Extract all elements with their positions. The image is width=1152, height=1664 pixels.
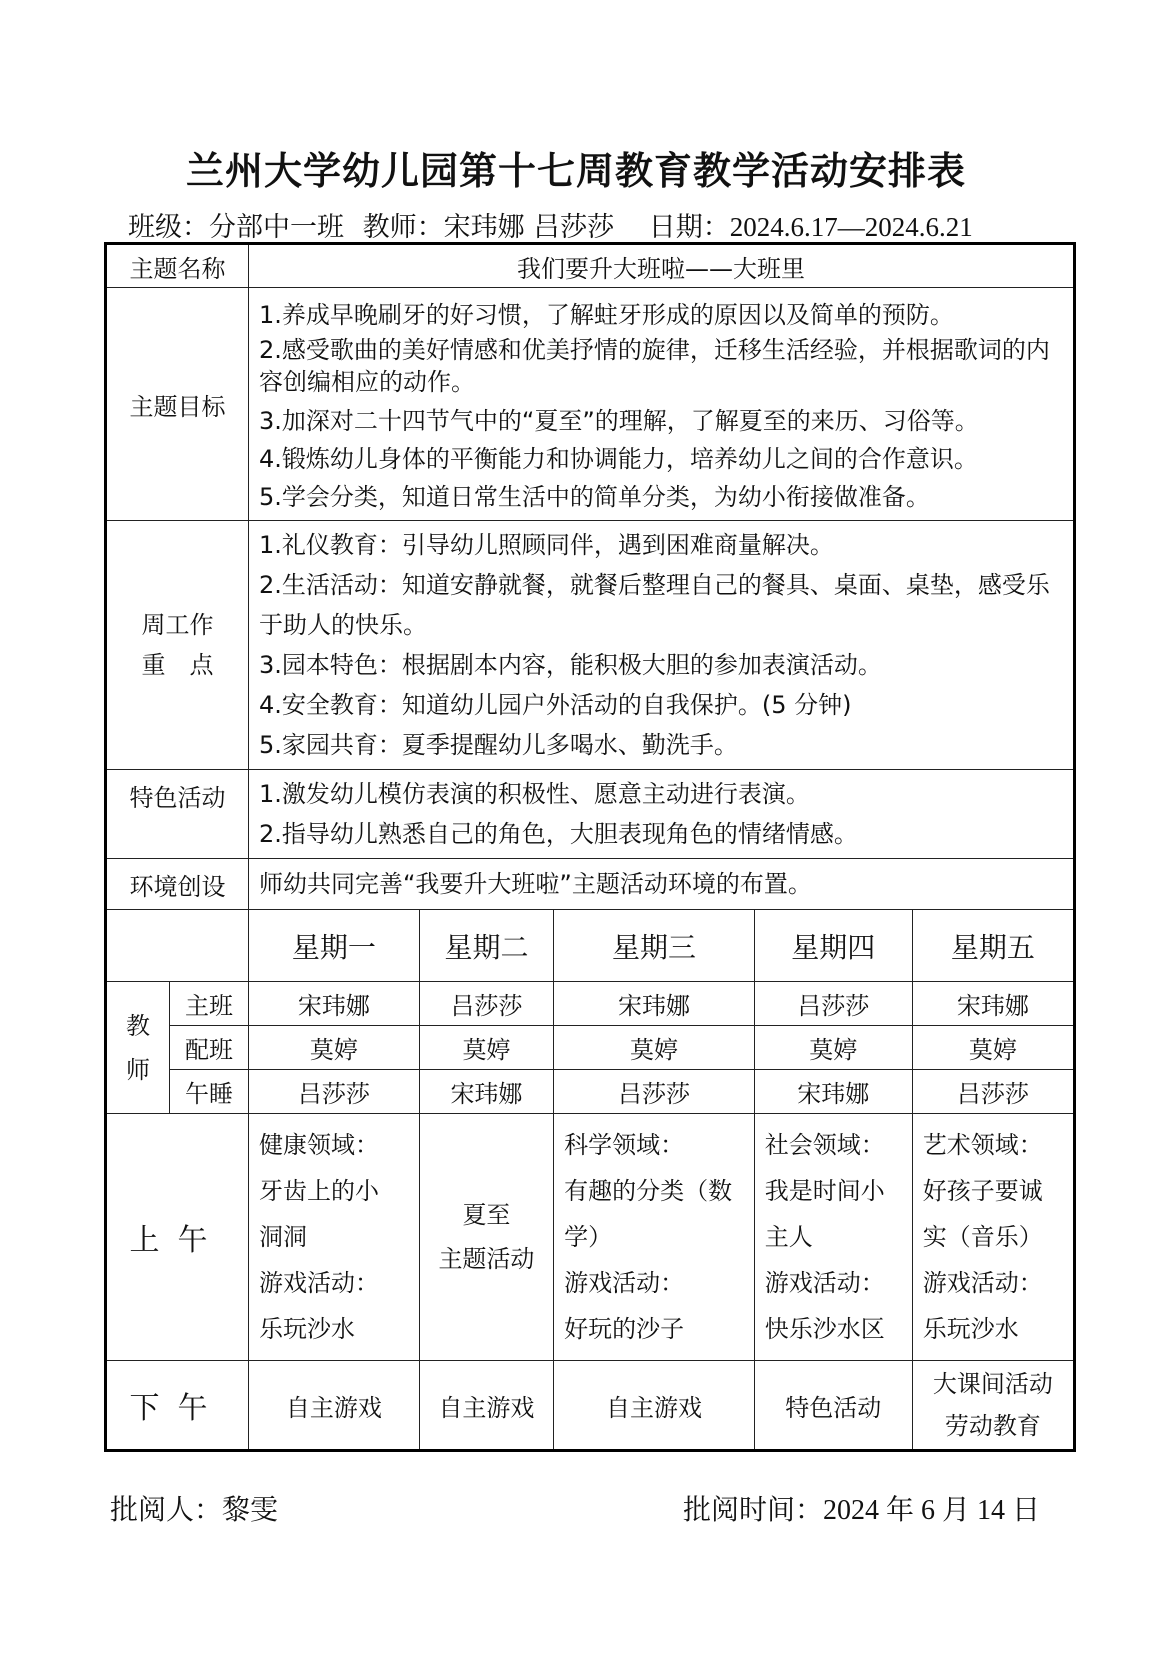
afternoon-wednesday: 自主游戏 (554, 1361, 755, 1451)
goal-item: 2.感受歌曲的美好情感和优美抒情的旋律，迁移生活经验，并根据歌词的内容创编相应的动作。 (258, 336, 1050, 396)
afternoon-friday: 大课间活动 劳动教育 (912, 1361, 1074, 1451)
teacher-group-label: 教 师 (106, 982, 170, 1114)
teacher-row-main (106, 982, 1075, 1026)
theme-row (106, 244, 1075, 288)
teacher-name: 莫婷 (912, 1026, 1074, 1070)
teacher-name: 莫婷 (554, 1026, 755, 1070)
feature-label: 特色活动 (106, 770, 249, 859)
teacher-name: 宋玮娜 (754, 1070, 912, 1114)
goals-label: 主题目标 (106, 288, 249, 521)
teacher-name: 莫婷 (419, 1026, 553, 1070)
afternoon-thursday: 特色活动 (754, 1361, 912, 1451)
theme-label: 主题名称 (106, 244, 249, 288)
goals-list (248, 288, 1074, 521)
theme-value: 我们要升大班啦——大班里 (248, 244, 1074, 288)
afternoon-row (106, 1361, 1075, 1451)
date-value: 2024.6.17—2024.6.21 (729, 212, 973, 242)
day-header: 星期二 (419, 910, 553, 982)
afternoon-monday: 自主游戏 (248, 1361, 419, 1451)
feature-item: 2.指导幼儿熟悉自己的角色，大胆表现角色的情绪情感。 (258, 820, 858, 848)
morning-row (106, 1114, 1075, 1361)
page-title: 兰州大学幼儿园第十七周教育教学活动安排表 (185, 149, 966, 193)
teacher-name: 吕莎莎 (554, 1070, 755, 1114)
goal-item: 5.学会分类，知道日常生活中的简单分类，为幼小衔接做准备。 (258, 483, 930, 511)
environment-value: 师幼共同完善“我要升大班啦”主题活动环境的布置。 (248, 859, 1074, 910)
teacher-info: 教师：宋玮娜 吕莎莎 (362, 212, 615, 243)
weekly-item: 5.家园共育：夏季提醒幼儿多喝水、勤洗手。 (258, 731, 738, 759)
day-header: 星期一 (248, 910, 419, 982)
feature-row (106, 770, 1075, 859)
date-label: 日期： (648, 212, 730, 243)
goal-item: 1.养成早晚刷牙的好习惯，了解蛀牙形成的原因以及简单的预防。 (258, 301, 954, 329)
teacher-name: 宋玮娜 (419, 1070, 553, 1114)
morning-thursday: 社会领域： 我是时间小 主人 游戏活动： 快乐沙水区 (754, 1114, 912, 1361)
morning-wednesday: 科学领域： 有趣的分类（数 学） 游戏活动： 好玩的沙子 (554, 1114, 755, 1361)
teacher-name: 吕莎莎 (419, 982, 553, 1026)
teacher-name: 宋玮娜 (248, 982, 419, 1026)
environment-row (106, 859, 1075, 910)
weekly-item: 4.安全教育：知道幼儿园户外活动的自我保护。(5 分钟) (258, 691, 852, 719)
corner-cell (106, 910, 249, 982)
weekly-item: 3.园本特色：根据剧本内容，能积极大胆的参加表演活动。 (258, 651, 882, 679)
review-time-label: 批阅时间： (682, 1493, 823, 1526)
feature-item: 1.激发幼儿模仿表演的积极性、愿意主动进行表演。 (258, 780, 810, 808)
teacher-name: 莫婷 (248, 1026, 419, 1070)
teacher-name: 宋玮娜 (912, 982, 1074, 1026)
teacher-role: 午睡 (170, 1070, 249, 1114)
goal-item: 3.加深对二十四节气中的“夏至”的理解，了解夏至的来历、习俗等。 (258, 407, 979, 435)
schedule-table (104, 242, 1076, 1452)
day-header: 星期三 (554, 910, 755, 982)
weekly-row (106, 521, 1075, 770)
feature-list (248, 770, 1074, 859)
header-info (128, 205, 983, 244)
weekly-item: 2.生活活动：知道安静就餐，就餐后整理自己的餐具、桌面、桌垫，感受乐于助人的快乐。 (258, 571, 1050, 639)
review-time (683, 1488, 1040, 1528)
teacher-row-assist (106, 1026, 1075, 1070)
teacher-name: 莫婷 (754, 1026, 912, 1070)
teacher-name: 吕莎莎 (248, 1070, 419, 1114)
morning-label: 上午 (106, 1114, 249, 1361)
morning-friday: 艺术领域： 好孩子要诚 实（音乐） 游戏活动： 乐玩沙水 (912, 1114, 1074, 1361)
weekly-label: 周工作 重 点 (106, 521, 249, 770)
reviewer: 批阅人：黎雯 (110, 1493, 279, 1526)
weekly-list (248, 521, 1074, 770)
weekly-item: 1.礼仪教育：引导幼儿照顾同伴，遇到困难商量解决。 (258, 531, 834, 559)
teacher-name: 吕莎莎 (912, 1070, 1074, 1114)
day-header: 星期五 (912, 910, 1074, 982)
goal-item: 4.锻炼幼儿身体的平衡能力和协调能力，培养幼儿之间的合作意识。 (258, 445, 978, 473)
morning-tuesday: 夏至 主题活动 (419, 1114, 553, 1361)
environment-label: 环境创设 (106, 859, 249, 910)
teacher-row-nap (106, 1070, 1075, 1114)
teacher-name: 宋玮娜 (554, 982, 755, 1026)
day-header: 星期四 (754, 910, 912, 982)
review-time-value: 2024 年 6 月 14 日 (822, 1495, 1040, 1526)
teacher-role: 主班 (170, 982, 249, 1026)
teacher-name: 吕莎莎 (754, 982, 912, 1026)
goals-row (106, 288, 1075, 521)
class-info: 班级：分部中一班 (128, 212, 344, 243)
teacher-role: 配班 (170, 1026, 249, 1070)
days-row (106, 910, 1075, 982)
morning-monday: 健康领域： 牙齿上的小 洞洞 游戏活动： 乐玩沙水 (248, 1114, 419, 1361)
afternoon-tuesday: 自主游戏 (419, 1361, 553, 1451)
afternoon-label: 下午 (106, 1361, 249, 1451)
